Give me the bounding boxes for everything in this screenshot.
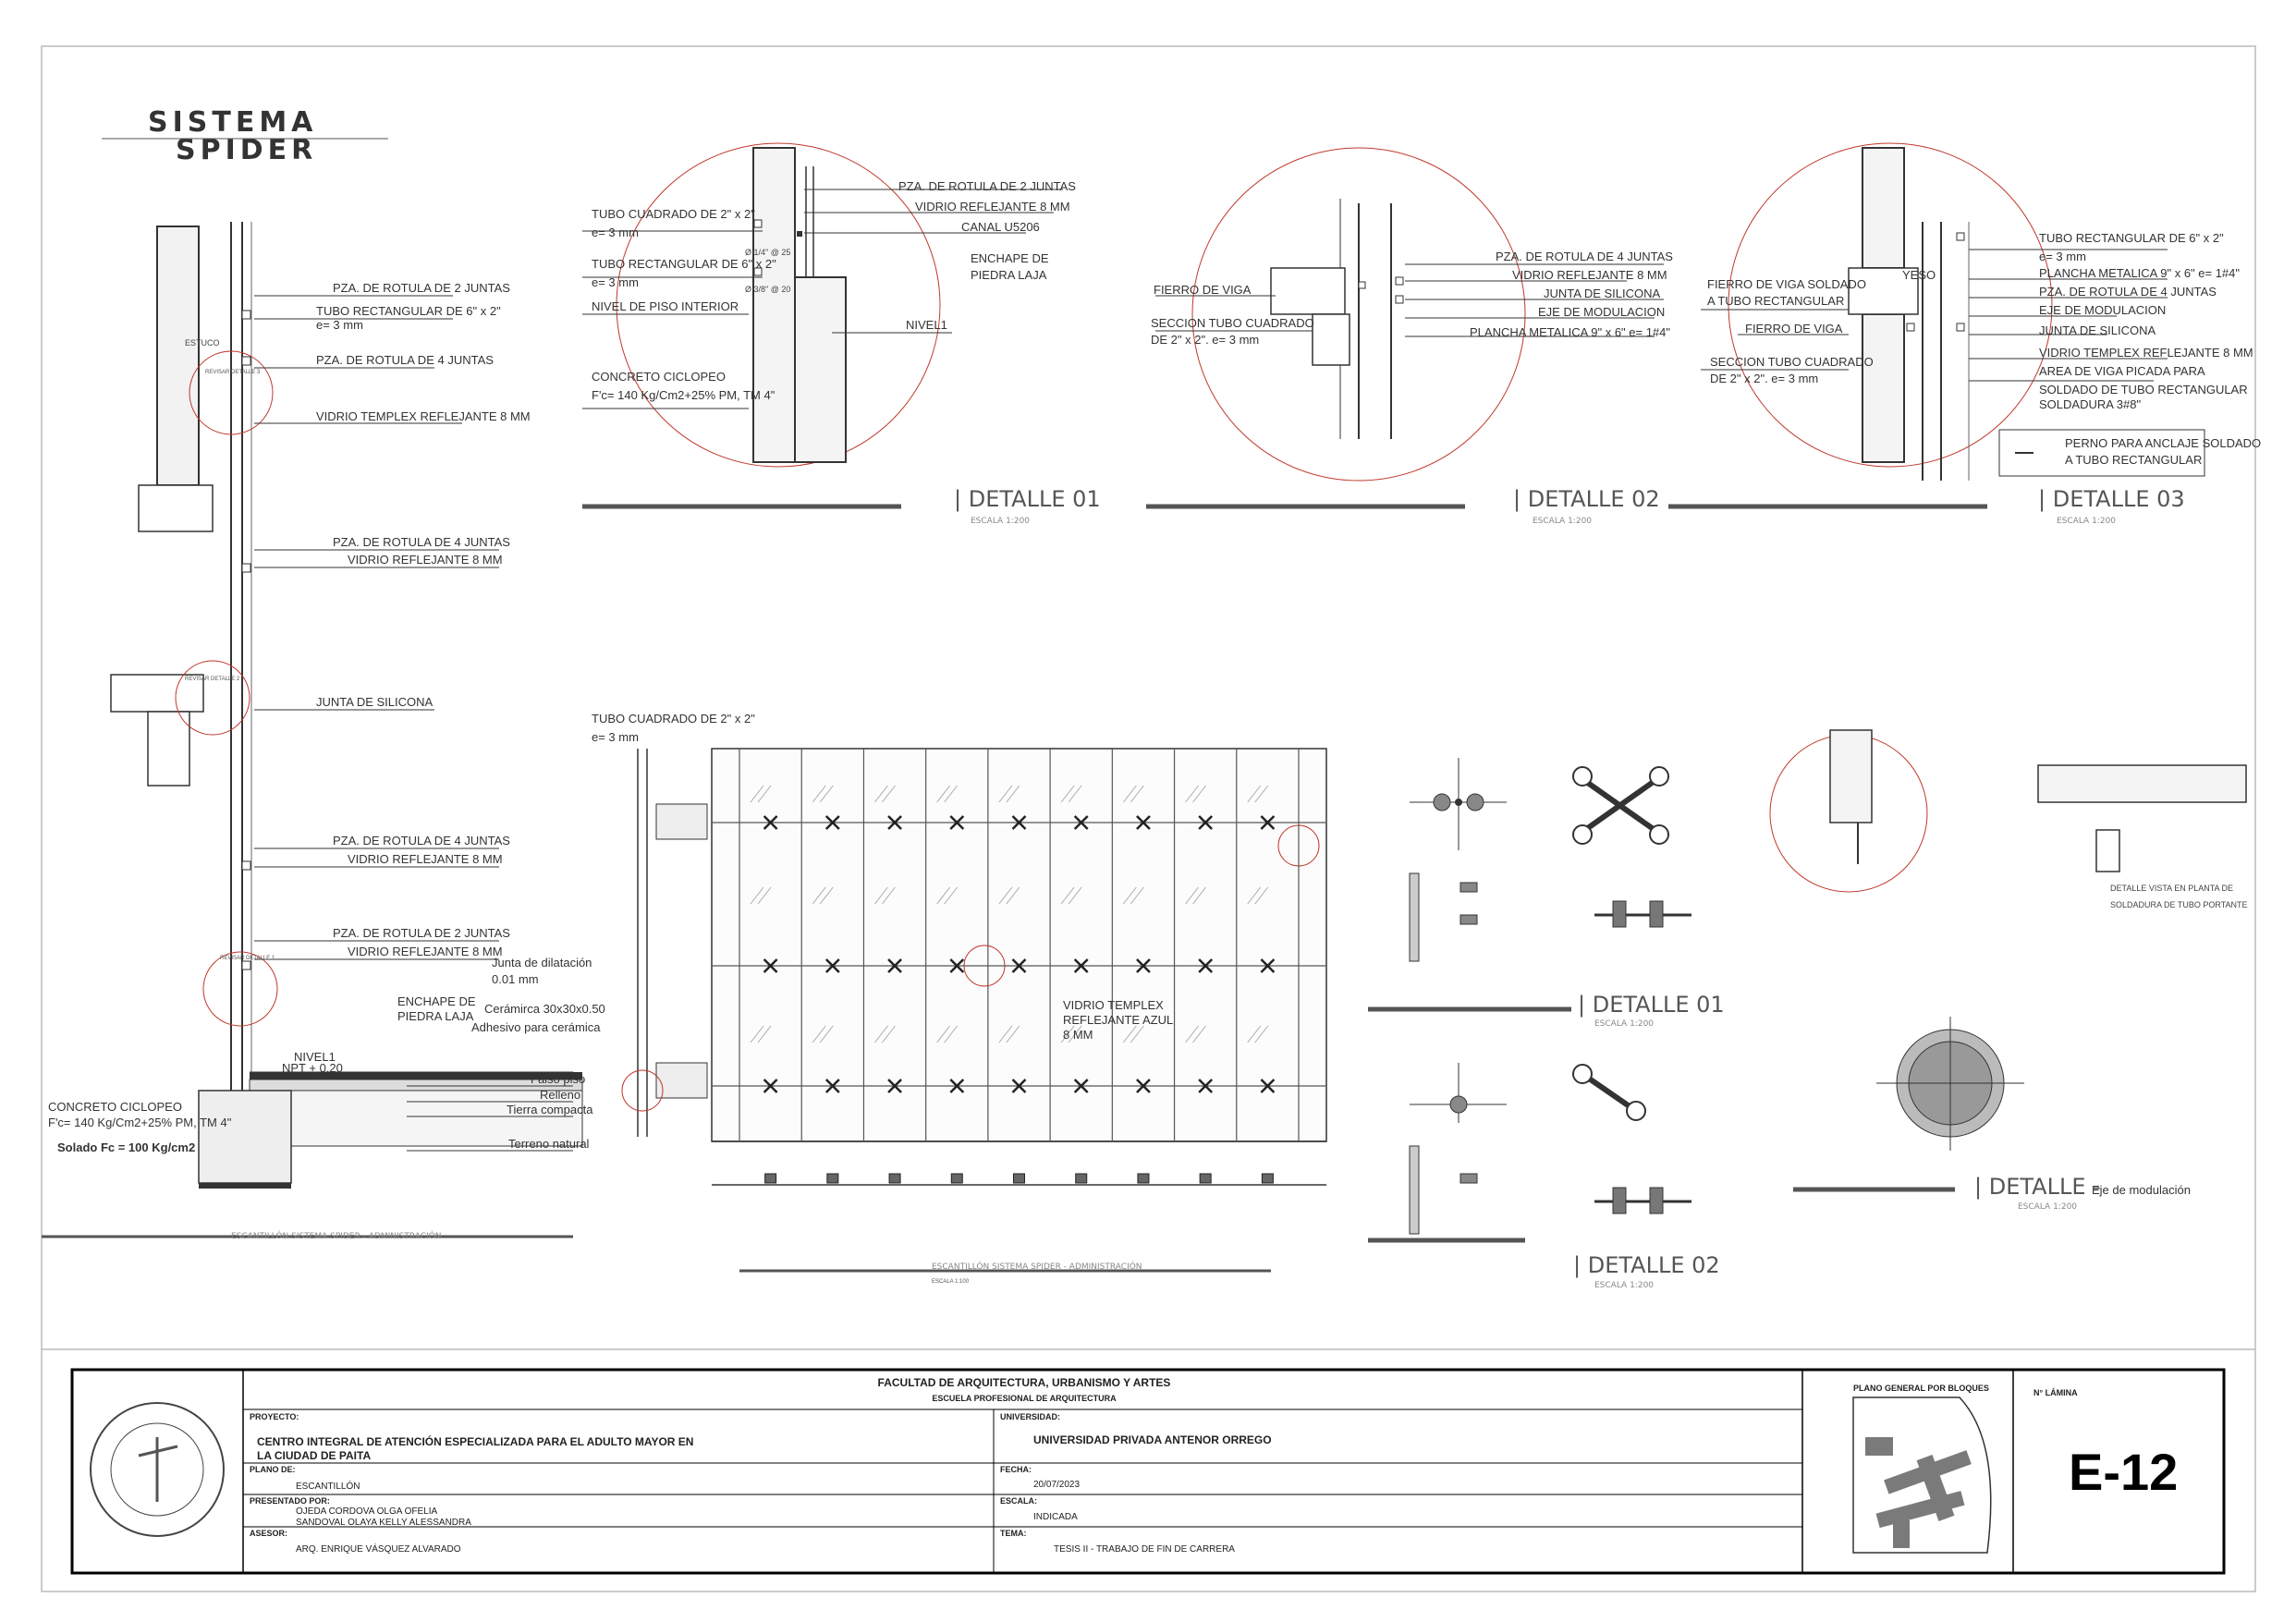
general-plan-label: PLANO GENERAL POR BLOQUES (1853, 1384, 1989, 1393)
university-name: UNIVERSIDAD PRIVADA ANTENOR ORREGO (1033, 1433, 1272, 1446)
detail-02-scale: ESCALA 1:200 (1533, 517, 1593, 526)
label-d3-10: FIERRO DE VIGA SOLDADO (1707, 277, 1866, 291)
label-a-20: Falso piso (531, 1072, 586, 1086)
label-d3-2: PLANCHA METALICA 9" x 6" e= 1#4" (2039, 266, 2241, 280)
section-a-drawing (42, 222, 582, 1237)
label-d1-5: CONCRETO CICLOPEO (592, 370, 726, 384)
label-d1-7: PZA. DE ROTULA DE 2 JUNTAS (898, 179, 1076, 193)
title-line2: SPIDER (176, 134, 318, 166)
label-d1-10: ENCHAPE DE (971, 251, 1049, 265)
title-line1: SISTEMA (148, 106, 318, 139)
label-el-4: 8 MM (1063, 1028, 1093, 1042)
label-a-9: VIDRIO REFLEJANTE 8 MM (348, 852, 503, 866)
label-d3-1: e= 3 mm (2039, 250, 2086, 263)
base-fitting (951, 1174, 962, 1183)
label-a-10: PZA. DE ROTULA DE 2 JUNTAS (333, 926, 510, 940)
label-d3-3: PZA. DE ROTULA DE 4 JUNTAS (2039, 285, 2217, 299)
date-label: FECHA: (1000, 1465, 1032, 1474)
base-fitting (827, 1174, 838, 1183)
label-a-26: Solado Fc = 100 Kg/cm2 (57, 1140, 196, 1154)
label-el-3: REFLEJANTE AZUL (1063, 1013, 1174, 1027)
label-d2-0: PZA. DE ROTULA DE 4 JUNTAS (1496, 250, 1673, 263)
project-line1: CENTRO INTEGRAL DE ATENCIÓN ESPECIALIZADA PARA EL ADULTO MAYOR EN (257, 1435, 694, 1448)
label-a-8: PZA. DE ROTULA DE 4 JUNTAS (333, 834, 510, 848)
label-d1-4: NIVEL DE PISO INTERIOR (592, 299, 739, 313)
label-a-2: e= 3 mm (316, 318, 363, 332)
spider-detail-01-scale: ESCALA 1:200 (1594, 1019, 1655, 1029)
base-fitting (1014, 1174, 1025, 1183)
label-d3-5: JUNTA DE SILICONA (2039, 323, 2156, 337)
scale-value: INDICADA (1033, 1512, 1078, 1522)
label-d3-15: YESO (1902, 268, 1936, 282)
label-d2-7: DE 2" x 2". e= 3 mm (1151, 333, 1260, 347)
advisor-label: ASESOR: (250, 1529, 288, 1538)
detail-01-name: | DETALLE 01 (954, 486, 1101, 512)
label-el-1: e= 3 mm (592, 730, 639, 744)
label-a-30: REVISAR DETALLE 1 (220, 956, 275, 961)
label-d3-11: A TUBO RECTANGULAR (1707, 294, 1845, 308)
plan-label: PLANO DE: (250, 1465, 296, 1474)
label-a-11: VIDRIO REFLEJANTE 8 MM (348, 945, 503, 958)
elevation-drawing (622, 749, 1326, 1271)
spider-detail-02-name: | DETALLE 02 (1573, 1252, 1720, 1278)
theme-label: TEMA: (1000, 1529, 1027, 1538)
label-a-1: TUBO RECTANGULAR DE 6" x 2" (316, 304, 501, 318)
label-a-18: NIVEL1 (294, 1050, 336, 1064)
label-el-2: VIDRIO TEMPLEX (1063, 998, 1164, 1012)
label-d1-3: e= 3 mm (592, 275, 639, 289)
elevation-scale: ESCALA 1:100 (932, 1279, 970, 1285)
label-d1-8: VIDRIO REFLEJANTE 8 MM (915, 200, 1070, 213)
sheet-number: E-12 (2069, 1443, 2179, 1501)
label-d3-8: SOLDADO DE TUBO RECTANGULAR (2039, 383, 2248, 396)
label-d1-11: PIEDRA LAJA (971, 268, 1047, 282)
scale-label: ESCALA: (1000, 1496, 1037, 1506)
modulation-note-line1: DETALLE VISTA EN PLANTA DE (2110, 884, 2234, 893)
label-d1-1: e= 3 mm (592, 226, 639, 239)
modulation-drawing (1770, 730, 2246, 1189)
project-line2: LA CIUDAD DE PAITA (257, 1449, 372, 1462)
advisor-value: ARQ. ENRIQUE VÁSQUEZ ALVARADO (296, 1544, 461, 1555)
sheet-label: N° LÁMINA (2033, 1388, 2078, 1397)
label-d1-2: TUBO RECTANGULAR DE 6" x 2" (592, 257, 776, 271)
school-name: ESCUELA PROFESIONAL DE ARQUITECTURA (932, 1394, 1117, 1403)
detail-03-name: | DETALLE 03 (2038, 486, 2185, 512)
label-a-4: VIDRIO TEMPLEX REFLEJANTE 8 MM (316, 409, 531, 423)
label-d2-2: JUNTA DE SILICONA (1544, 287, 1661, 300)
base-fitting (889, 1174, 900, 1183)
label-d1-13: Ø 3/8" @ 20 (745, 285, 791, 294)
base-fitting (1200, 1174, 1211, 1183)
label-d2-1: VIDRIO REFLEJANTE 8 MM (1512, 268, 1667, 282)
title-block (72, 1370, 2224, 1573)
label-a-27: ESTUCO (185, 338, 220, 348)
label-a-12: Junta de dilatación (492, 956, 592, 970)
label-a-7: JUNTA DE SILICONA (316, 695, 434, 709)
modulation-name: | DETALLE - (1974, 1174, 2101, 1200)
label-a-22: Tierra compacta (507, 1103, 593, 1116)
elevation-caption: ESCANTILLÓN SISTEMA SPIDER - ADMINISTRACIÓN (932, 1262, 1142, 1272)
faculty-name: FACULTAD DE ARQUITECTURA, URBANISMO Y ARTES (877, 1376, 1171, 1389)
modulation-scale: ESCALA 1:200 (2018, 1202, 2078, 1212)
label-a-14: ENCHAPE DE (397, 994, 476, 1008)
label-d2-6: SECCION TUBO CUADRADO (1151, 316, 1314, 330)
label-d1-9: CANAL U5206 (961, 220, 1040, 234)
detail-03-labels (1707, 231, 2261, 526)
label-d3-14: DE 2" x 2". e= 3 mm (1710, 372, 1819, 385)
label-a-25: F'c= 140 Kg/Cm2+25% PM, TM 4" (48, 1116, 232, 1129)
label-d1-6: F'c= 140 Kg/Cm2+25% PM, TM 4" (592, 388, 776, 402)
label-d3-16: PERNO PARA ANCLAJE SOLDADO (2065, 436, 2262, 450)
label-d2-4: PLANCHA METALICA 9" x 6" e= 1#4" (1470, 325, 1671, 339)
label-a-17: Adhesivo para cerámica (471, 1020, 601, 1034)
plan-value: ESCANTILLÓN (296, 1482, 360, 1492)
label-a-3: PZA. DE ROTULA DE 4 JUNTAS (316, 353, 494, 367)
label-a-23: Terreno natural (508, 1137, 590, 1151)
label-a-0: PZA. DE ROTULA DE 2 JUNTAS (333, 281, 510, 295)
spider-detail-02-scale: ESCALA 1:200 (1594, 1281, 1655, 1290)
modulation-subtitle: Eje de modulación (2092, 1183, 2191, 1197)
label-a-16: Cerámirca 30x30x0.50 (484, 1002, 605, 1016)
label-d3-9: SOLDADURA 3#8" (2039, 397, 2142, 411)
label-a-21: Relleno (540, 1088, 581, 1102)
detail-01-scale: ESCALA 1:200 (971, 517, 1031, 526)
label-el-0: TUBO CUADRADO DE 2" x 2" (592, 712, 755, 726)
label-d3-4: EJE DE MODULACION (2039, 303, 2167, 317)
label-d3-12: FIERRO DE VIGA (1745, 322, 1843, 335)
base-fitting (1076, 1174, 1087, 1183)
label-d3-6: VIDRIO TEMPLEX REFLEJANTE 8 MM (2039, 346, 2253, 360)
label-a-24: CONCRETO CICLOPEO (48, 1100, 182, 1114)
presented-line2: SANDOVAL OLAYA KELLY ALESSANDRA (296, 1518, 471, 1528)
base-fitting (1138, 1174, 1149, 1183)
university-label: UNIVERSIDAD: (1000, 1412, 1061, 1421)
label-d2-5: FIERRO DE VIGA (1154, 283, 1252, 297)
modulation-note-line2: SOLDADURA DE TUBO PORTANTE (2110, 900, 2248, 909)
label-a-28: REVISAR DETALLE 3 (205, 370, 261, 375)
section-a-caption: ESCANTILLÓN SISTEMA SPIDER - ADMINISTRACIÓN (231, 1232, 442, 1241)
detail-02-name: | DETALLE 02 (1513, 486, 1660, 512)
detail-01-drawing (582, 143, 1063, 506)
project-label: PROYECTO: (250, 1412, 299, 1421)
sheet-title (102, 106, 388, 166)
presented-line1: OJEDA CORDOVA OLGA OFELIA (296, 1506, 438, 1517)
detail-03-scale: ESCALA 1:200 (2057, 517, 2117, 526)
label-d3-13: SECCION TUBO CUADRADO (1710, 355, 1874, 369)
theme-value: TESIS II - TRABAJO DE FIN DE CARRERA (1054, 1544, 1235, 1555)
label-a-6: VIDRIO REFLEJANTE 8 MM (348, 553, 503, 567)
label-a-19: NPT + 0.20 (282, 1061, 343, 1075)
label-d1-0: TUBO CUADRADO DE 2" x 2" (592, 207, 755, 221)
base-fitting (765, 1174, 776, 1183)
modulation-labels (1974, 884, 2248, 1212)
label-a-15: PIEDRA LAJA (397, 1009, 474, 1023)
label-d2-3: EJE DE MODULACION (1538, 305, 1666, 319)
label-d1-14: NIVEL1 (906, 318, 947, 332)
spider-details-labels (1573, 992, 1725, 1290)
label-d3-17: A TUBO RECTANGULAR (2065, 453, 2203, 467)
label-d3-7: AREA DE VIGA PICADA PARA (2039, 364, 2205, 378)
label-a-13: 0.01 mm (492, 972, 539, 986)
spider-detail-01-name: | DETALLE 01 (1578, 992, 1725, 1018)
detail-02-labels (1151, 250, 1673, 526)
label-d3-0: TUBO RECTANGULAR DE 6" x 2" (2039, 231, 2224, 245)
label-a-29: REVISAR DETALLE 2 (185, 677, 240, 682)
label-a-5: PZA. DE ROTULA DE 4 JUNTAS (333, 535, 510, 549)
base-fitting (1262, 1174, 1273, 1183)
presented-label: PRESENTADO POR: (250, 1496, 330, 1506)
date-value: 20/07/2023 (1033, 1480, 1081, 1490)
label-d1-12: Ø 1/4" @ 25 (745, 248, 791, 257)
